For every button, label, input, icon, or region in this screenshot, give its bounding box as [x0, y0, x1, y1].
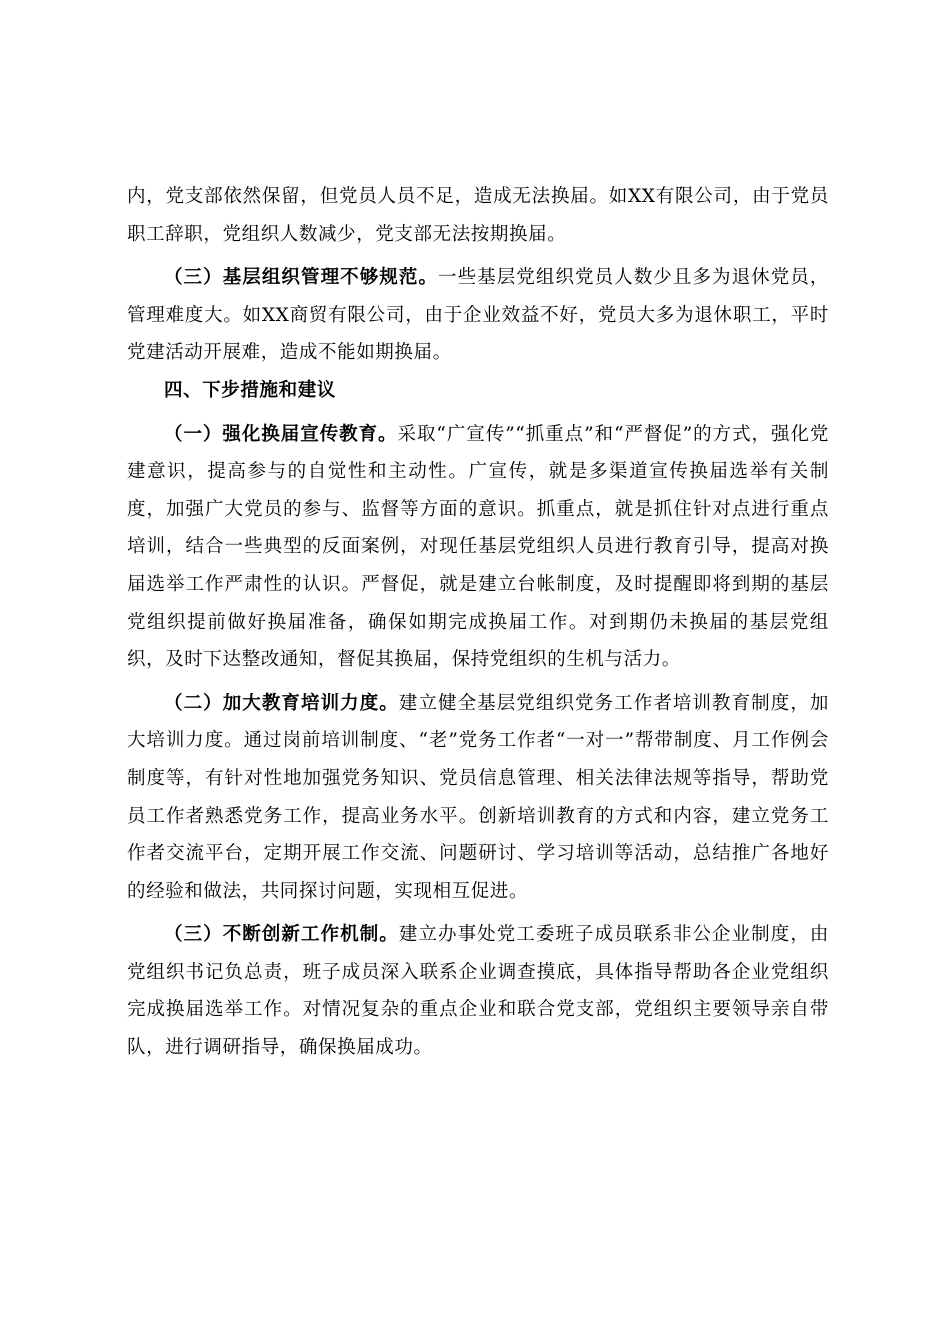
paragraph-publicity: [127, 416, 829, 679]
paragraph-training: [127, 685, 829, 911]
paragraph-text: 建立健全基层党组织党务工作者培训教育制度，加大培训力度。通过岗前培训制度、“老”党务工作者“一对一”帮带制度、月工作例会制度等，有针对性地加强党务知识、党员信息管理、相关法律法规等指导，帮助党员工作者熟悉党务工作，提高业务水平。创新培训教育的方式和内容，建立党务工作者交流平台，定期开展工作交流、问题研讨、学习培训等活动，总结推广各地好的经验和做法，共同探讨问题，实现相互促进。: [127, 692, 830, 902]
paragraph-lead: （三）不断创新工作机制。: [164, 924, 399, 946]
paragraph-lead: （一）强化换届宣传教育。: [164, 423, 398, 445]
paragraph-lead: （二）加大教育培训力度。: [164, 692, 399, 714]
paragraph-text: 建立办事处党工委班子成员联系非公企业制度，由党组织书记负总责，班子成员深入联系企业调查摸底，具体指导帮助各企业党组织完成换届选举工作。对情况复杂的重点企业和联合党支部，党组织主要领导亲自带队，进行调研指导，确保换届成功。: [127, 924, 830, 1059]
paragraph-continuation: [127, 178, 829, 253]
paragraph-mechanism: [127, 916, 829, 1066]
paragraph-text: 采取“广宣传”“抓重点”和“严督促”的方式，强化党建意识，提高参与的自觉性和主动性。广宣传，就是多渠道宣传换届选举有关制度，加强广大党员的参与、监督等方面的意识。抓重点，就是抓住针对点进行重点培训，结合一些典型的反面案例，对现任基层党组织人员进行教育引导，提高对换届选举工作严肃性的认识。严督促，就是建立台帐制度，及时提醒即将到期的基层党组织提前做好换届准备，确保如期完成换届工作。对到期仍未换届的基层党组织，及时下达整改通知，督促其换届，保持党组织的生机与活力。: [127, 423, 830, 671]
paragraph-text: 一些基层党组织党员人数少且多为退休党员，管理难度大。如XX商贸有限公司，由于企业效益不好，党员大多为退休职工，平时党建活动开展难，造成不能如期换届。: [127, 267, 829, 364]
paragraph-management: [127, 259, 829, 372]
document-page: [127, 178, 829, 1067]
section-heading: 四、下步措施和建议: [164, 379, 336, 401]
paragraph-text: 内，党支部依然保留，但党员人员不足，造成无法换届。如XX有限公司，由于党员职工辞职，党组织人数减少，党支部无法按期换届。: [127, 186, 829, 245]
paragraph-lead: （三）基层组织管理不够规范。: [164, 267, 439, 289]
